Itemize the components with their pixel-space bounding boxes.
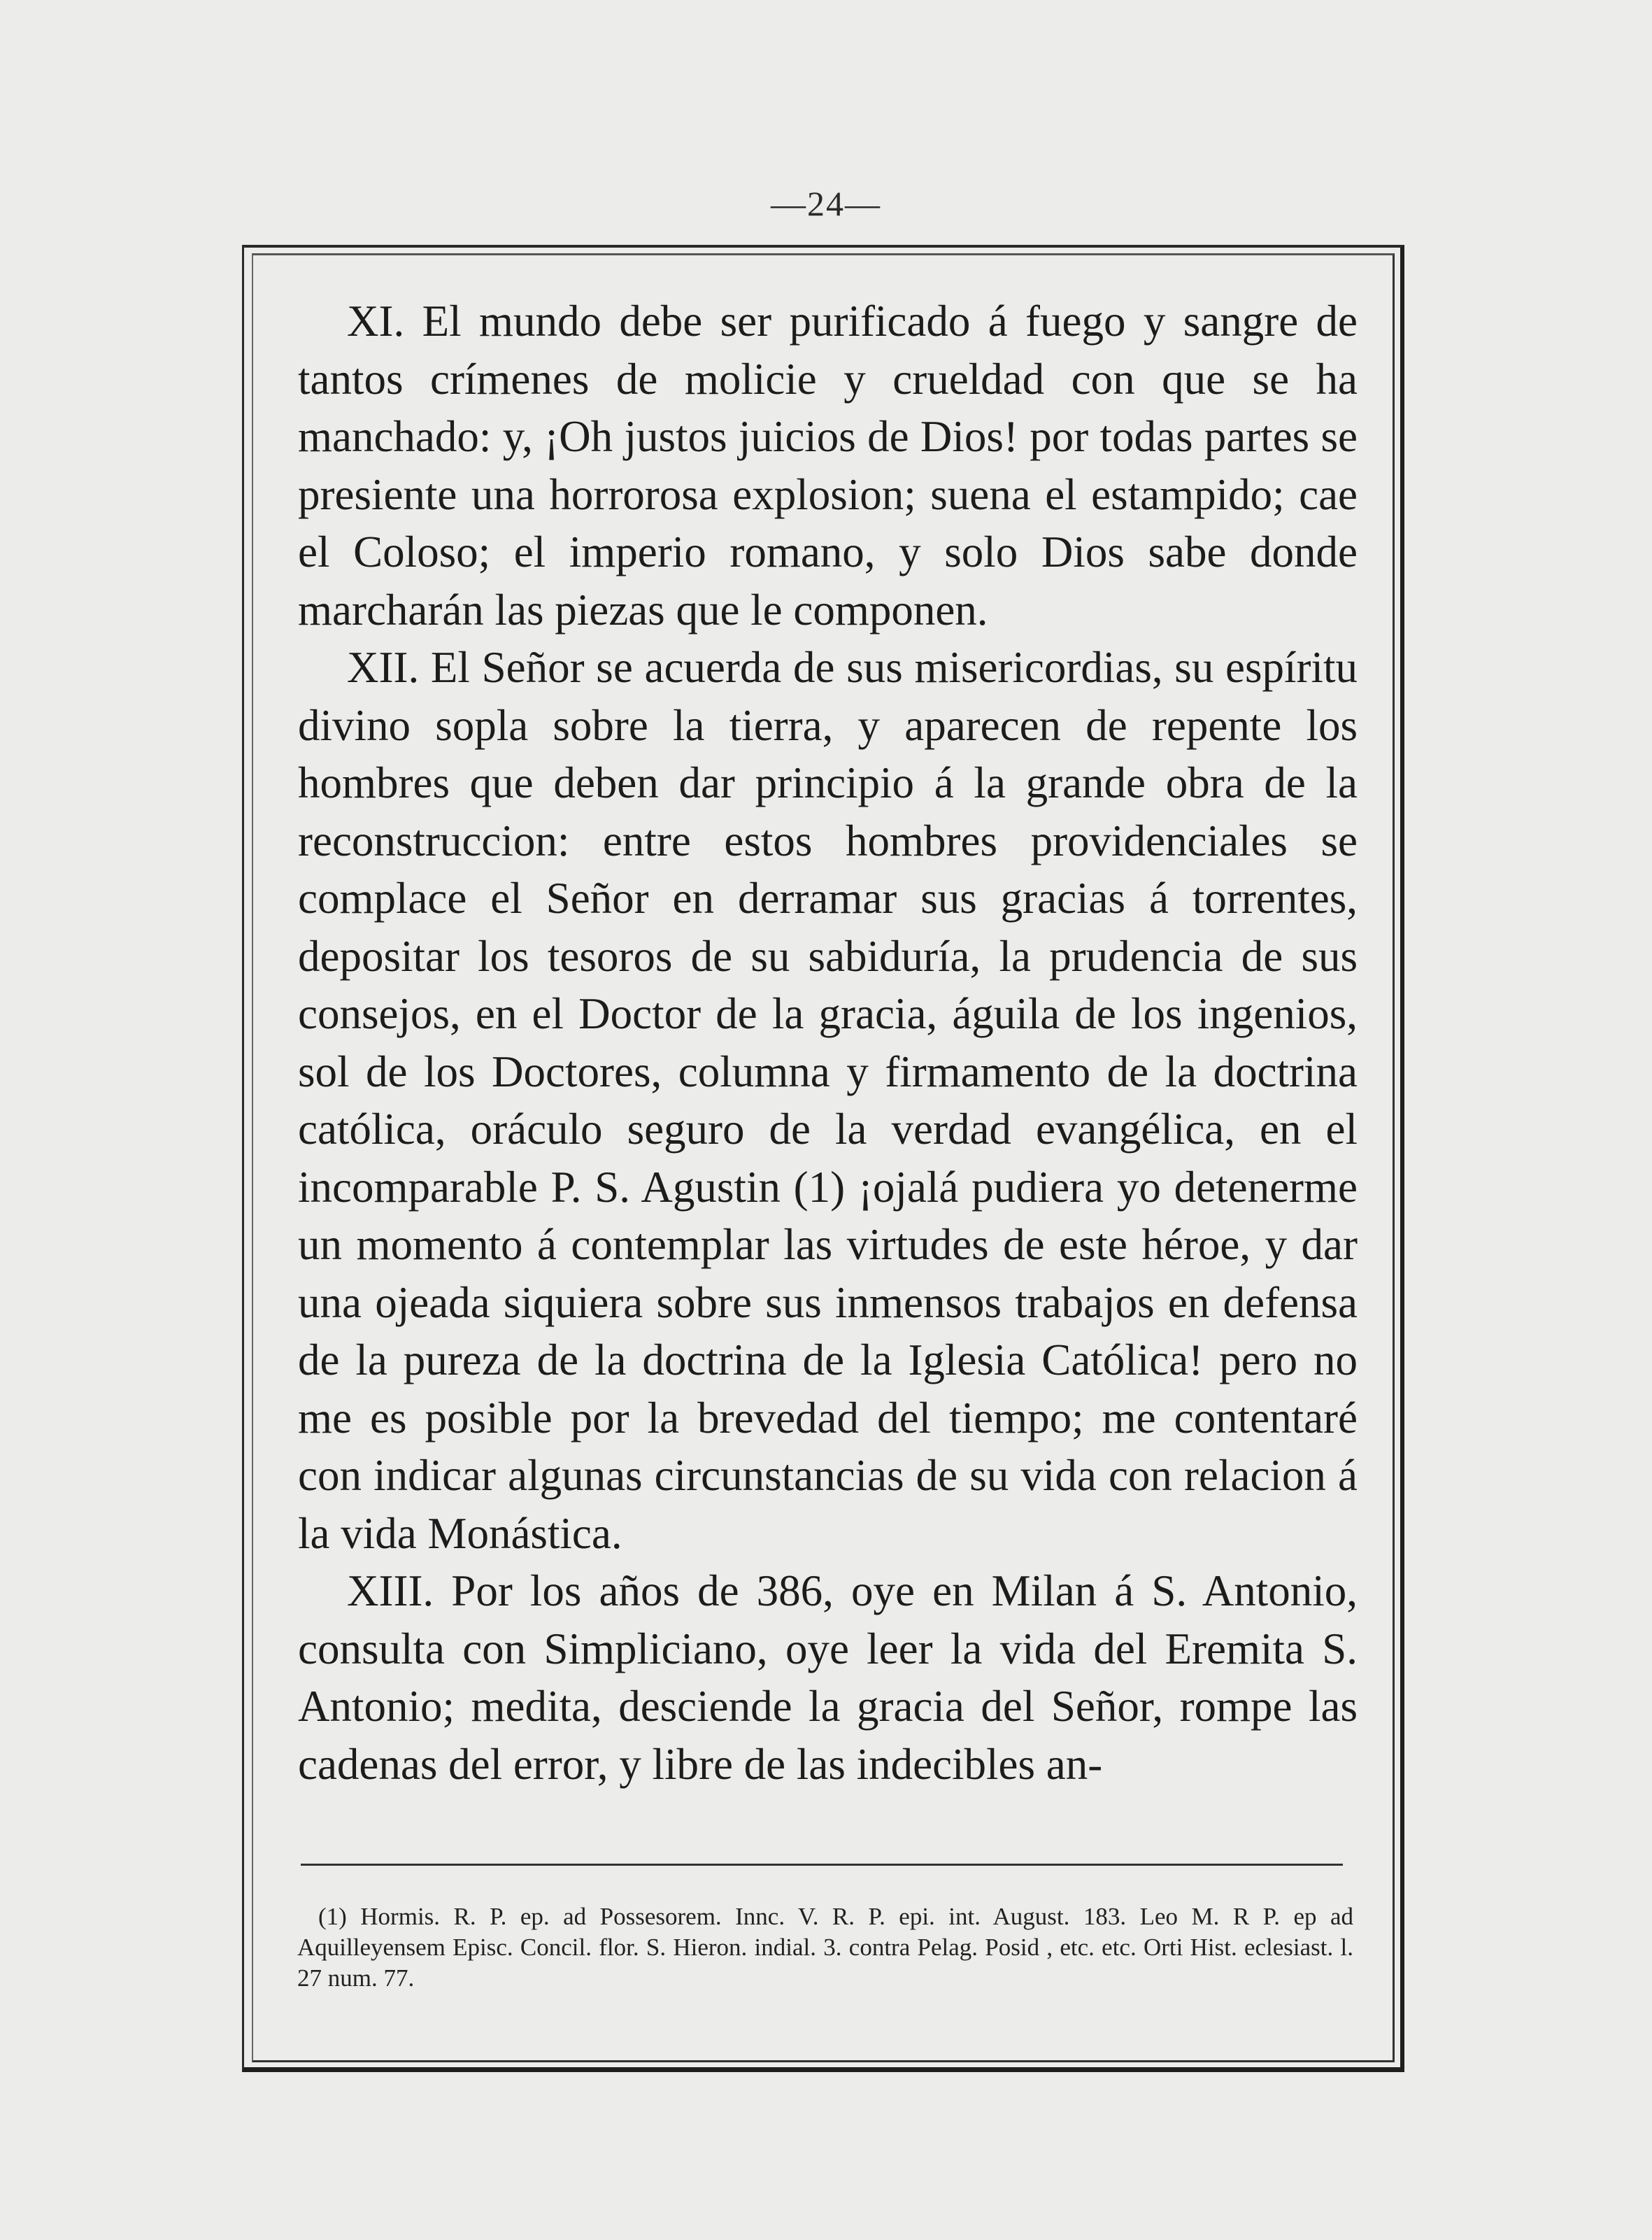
paragraph-xi: XI. El mundo debe ser purificado á fuego y sangre de tantos crímenes de molicie y crueldad con que se ha manchado: y, ¡Oh justos juicios de Dios! por todas partes se presiente una horrorosa explosion; suena el estampido; cae el Coloso; el imperio romano, y solo Dios sabe donde marcharán las piezas que le componen. — [298, 297, 1358, 635]
page-number: —24— — [771, 184, 881, 223]
paragraph-xii: XII. El Señor se acuerda de sus misericordias, su espíritu divino sopla sobre la tierra, y aparecen de repente los hombres que deben dar principio á la grande obra de la reconstruccion: entre estos hombres providenciales se complace el Señor en derramar sus gracias á torrentes, depositar los tesoros de su sabiduría, la prudencia de sus consejos, en el Doctor de la gracia, águila de los ingenios, sol de los Doctores, columna y firmamento de la doctrina católica, oráculo seguro de la verdad evangélica, en el incomparable P. S. Agustin (1) ¡ojalá pudiera yo detenerme un momento á contemplar las virtudes de este héroe, y dar una ojeada siquiera sobre sus inmensos trabajos en defensa de la pureza de la doctrina de la Iglesia Católica! pero no me es posible por la brevedad del tiempo; me contentaré con indicar algunas circunstancias de su vida con relacion á la vida Monástica. — [298, 643, 1358, 1558]
footnote — [297, 1901, 1353, 1994]
footnote-divider — [301, 1864, 1343, 1866]
footnote-text: (1) Hormis. R. P. ep. ad Possesorem. Innc. V. R. P. epi. int. August. 183. Leo M. R P. ep ad Aquilleyensem Episc. Concil. flor. S. Hieron. indial. 3. contra Pelag. Posid , etc. etc. Orti Hist. eclesiast. l. 27 num. 77. — [297, 1903, 1353, 1992]
main-text — [298, 292, 1358, 1793]
paragraph-xiii: XIII. Por los años de 386, oye en Milan á S. Antonio, consulta con Simpliciano, oye leer la vida del Eremita S. Antonio; medita, desciende la gracia del Señor, rompe las cadenas del error, y libre de las indecibles an- — [298, 1566, 1358, 1789]
